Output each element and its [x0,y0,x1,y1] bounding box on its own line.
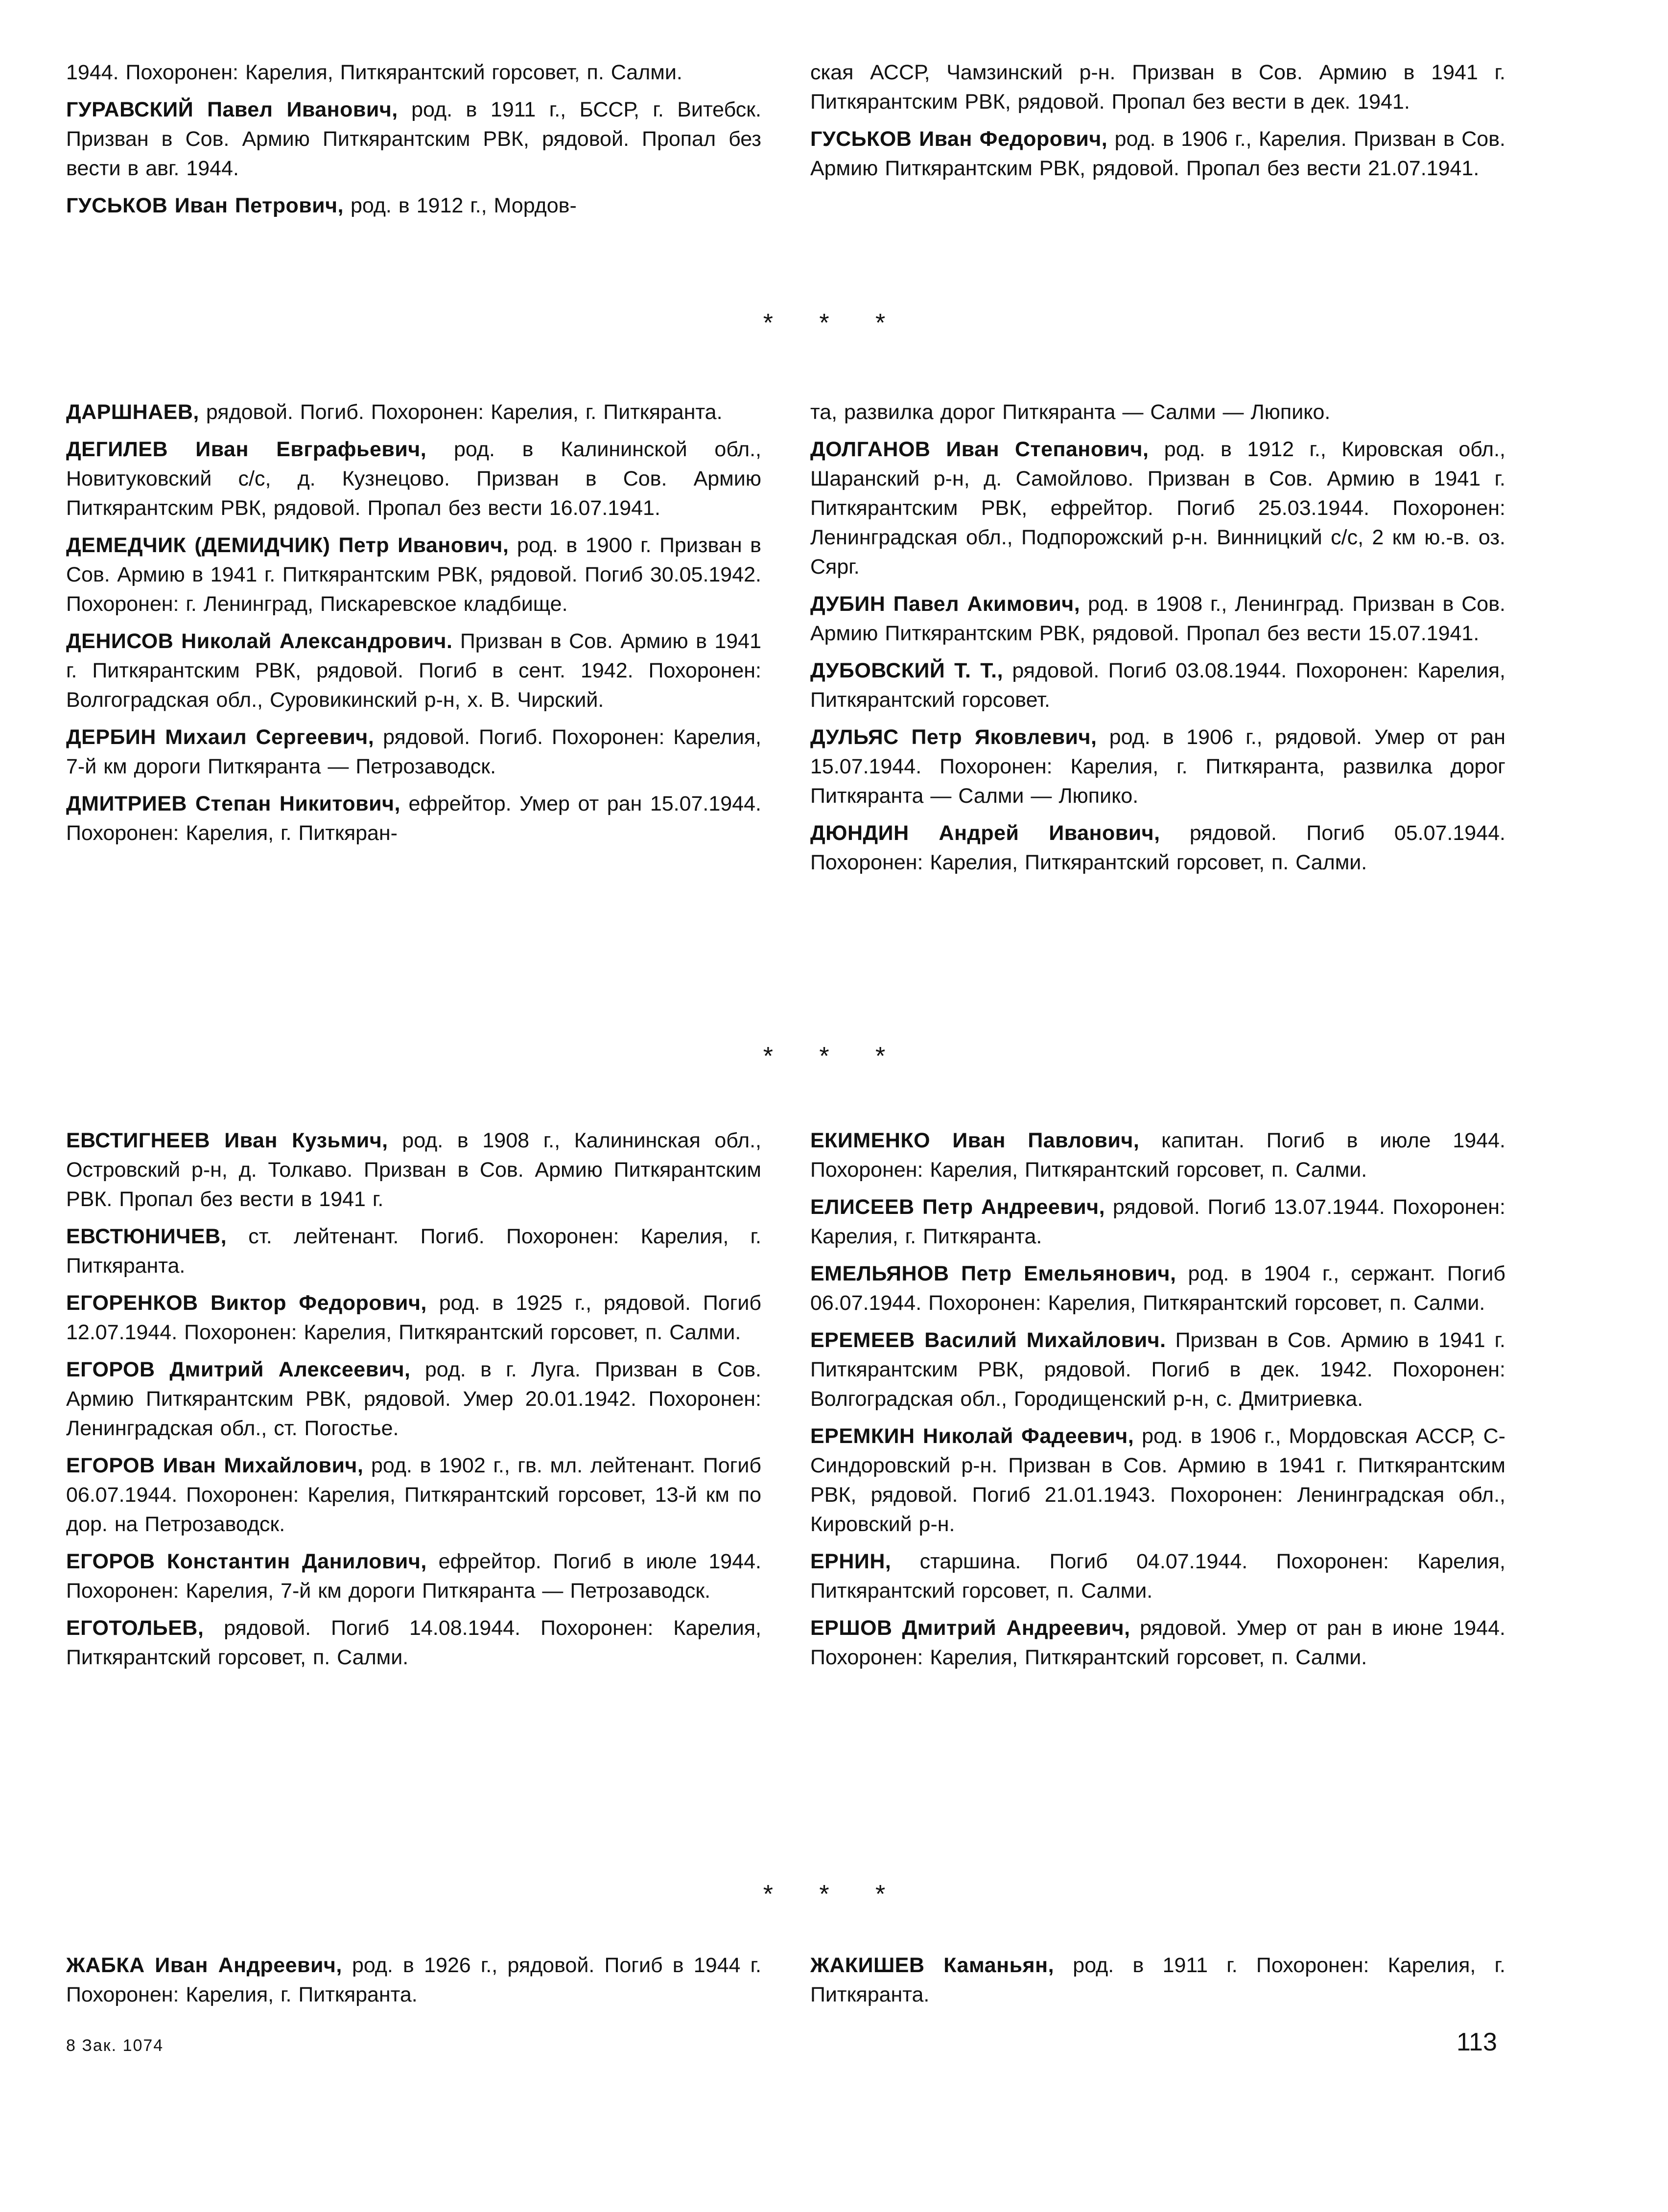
entry-name: ЕМЕЛЬЯНОВ Петр Емельянович, [810,1262,1176,1285]
entry [66,789,761,848]
entry-text: рядовой. Погиб 03.08.1944. Похоронен: Карелия, Питкярантский горсовет. [810,659,1505,712]
entry-name: ДЕНИСОВ Николай Александрович. [66,629,453,653]
print-order-mark: 8 Зак. 1074 [66,2036,164,2055]
entry-name: ДУБОВСКИЙ Т. Т., [810,659,1004,682]
entry-text: род. в 1911 г. Похоронен: Карелия, г. Питкяранта. [810,1954,1505,2006]
column-right [810,58,1505,191]
entry-text: род. в 1925 г., рядовой. Погиб 12.07.1944. Похоронен: Карелия, Питкярантский горсовет, п. Салми. [66,1291,761,1344]
entry-name: ЕРНИН, [810,1550,892,1573]
entry: ская АССР, Чамзинский р-н. Призван в Сов. Армию в 1941 г. Питкярантским РВК, рядовой. Пропал без вести в дек. 1941. [810,61,1505,114]
entry [66,435,761,523]
entry: та, развилка дорог Питкяранта — Салми — Люпико. [810,400,1331,424]
entry [810,1326,1505,1414]
column-right [810,1126,1505,1680]
entry [810,124,1505,183]
entry-text: рядовой. Погиб 05.07.1944. Похоронен: Карелия, Питкярантский горсовет, п. Салми. [810,821,1505,874]
entry [810,1547,1505,1606]
entry [66,1451,761,1539]
entry-text: старшина. Погиб 04.07.1944. Похоронен: Карелия, Питкярантский горсовет, п. Салми. [810,1550,1505,1603]
entry-text: рядовой. Погиб. Похоронен: Карелия, 7-й км дороги Питкяранта — Петрозаводск. [66,725,761,778]
column-left [66,58,761,228]
entry [66,1222,761,1281]
entry-text: род. в Калининской обл., Новитуковский с/с, д. Кузнецово. Призван в Сов. Армию Питкярантским РВК, рядовой. Пропал без вести 16.07.1941. [66,438,761,520]
column-left [66,397,761,856]
entry-text: род. в 1912 г., Кировская обл., Шаранский р-н, д. Самойлово. Призван в Сов. Армию в 1941 г. Питкярантским РВК, ефрейтор. Погиб 25.03.1944. Похоронен: Ленинградская обл., Подпорожский р-н. Винницкий с/с, 2 км ю.-в. оз. Сярг. [810,438,1505,579]
section-separator: * * * [763,1042,905,1071]
entry-text: род. в 1902 г., гв. мл. лейтенант. Погиб 06.07.1944. Похоронен: Карелия, Питкярантский горсовет, 13-й км по дор. на Петрозаводск. [66,1454,761,1536]
entry-name: ГУРАВСКИЙ Павел Иванович, [66,98,398,121]
entry [66,191,761,220]
entry-name: ЕКИМЕНКО Иван Павлович, [810,1129,1140,1152]
entry-text: Призван в Сов. Армию в 1941 г. Питкярантским РВК, рядовой. Погиб в сент. 1942. Похоронен: Волгоградская обл., Суровикинский р-н, х. В. Чирский. [66,629,761,712]
entry [66,722,761,781]
entry-name: ГУСЬКОВ Иван Петрович, [66,194,344,217]
entry [66,627,761,715]
entry [66,1288,761,1347]
entry-text: рядовой. Погиб. Похоронен: Карелия, г. Питкяранта. [199,400,723,424]
entry-name: ЖАБКА Иван Андреевич, [66,1954,342,1977]
entry [810,656,1505,715]
entry-name: ЖАКИШЕВ Каманьян, [810,1954,1055,1977]
entry-name: ЕГОРОВ Дмитрий Алексеевич, [66,1358,411,1381]
entry-text: род. в 1926 г., рядовой. Погиб в 1944 г. Похоронен: Карелия, г. Питкяранта. [66,1954,761,2006]
column-right [810,397,1505,885]
entry-text: Призван в Сов. Армию в 1941 г. Питкярантским РВК, рядовой. Погиб в дек. 1942. Похоронен: Волгоградская обл., Городищенский р-н, с. Дмитриевка. [810,1328,1506,1411]
entry-text: рядовой. Погиб 13.07.1944. Похоронен: Карелия, г. Питкяранта. [810,1195,1505,1248]
entry [66,531,761,619]
entry-name: ДЕГИЛЕВ Иван Евграфьевич, [66,438,427,461]
entry-text: капитан. Погиб в июле 1944. Похоронен: Карелия, Питкярантский горсовет, п. Салми. [810,1129,1505,1182]
entry-text: род. в 1906 г., Карелия. Призван в Сов. Армию Питкярантским РВК, рядовой. Пропал без вести 21.07.1941. [810,127,1506,180]
entry: 1944. Похоронен: Карелия, Питкярантский горсовет, п. Салми. [66,61,682,84]
entry-name: ДАРШНАЕВ, [66,400,199,424]
entry-name: ДЕРБИН Михаил Сергеевич, [66,725,375,749]
section-separator: * * * [763,1880,905,1909]
entry-name: ЕРЕМКИН Николай Фадеевич, [810,1424,1134,1448]
entry-name: ГУСЬКОВ Иван Федорович, [810,127,1108,151]
entry-text: род. в 1906 г., Мордовская АССР, С-Синдоровский р-н. Призван в Сов. Армию в 1941 г. Питкярантским РВК, рядовой. Погиб 21.01.1943. Похоронен: Ленинградская обл., Кировский р-н. [810,1424,1505,1536]
entry-name: ЕГОРОВ Константин Данилович, [66,1550,427,1573]
entry [66,1547,761,1606]
entry [810,1421,1505,1539]
entry [810,435,1505,582]
entry-name: ЕЛИСЕЕВ Петр Андреевич, [810,1195,1105,1219]
column-left [66,1126,761,1680]
entry [66,1951,761,2009]
column-right [810,1951,1505,2017]
entry-text: род. в 1908 г., Калининская обл., Островский р-н, д. Толкаво. Призван в Сов. Армию Питкярантским РВК. Пропал без вести в 1941 г. [66,1129,761,1211]
entry-name: ДМИТРИЕВ Степан Никитович, [66,792,400,815]
entry [66,95,761,183]
entry-text: ефрейтор. Умер от ран 15.07.1944. Похоронен: Карелия, г. Питкяран- [66,792,761,845]
section-separator: * * * [763,309,905,337]
entry-name: ДУБИН Павел Акимович, [810,592,1081,616]
entry [66,1613,761,1672]
entry-name: ЕГОРОВ Иван Михайлович, [66,1454,364,1477]
entry-text: род. в 1908 г., Ленинград. Призван в Сов. Армию Питкярантским РВК, рядовой. Пропал без вести 15.07.1941. [810,592,1505,645]
entry-name: ЕВСТИГНЕЕВ Иван Кузьмич, [66,1129,388,1152]
page-number: 113 [1457,2028,1497,2056]
entry-text: рядовой. Умер от ран в июне 1944. Похоронен: Карелия, Питкярантский горсовет, п. Салми. [810,1616,1505,1669]
entry [810,722,1505,811]
entry-text: ст. лейтенант. Погиб. Похоронен: Карелия, г. Питкяранта. [66,1225,761,1278]
entry [810,1613,1505,1672]
entry [810,1259,1505,1318]
entry-name: ДЮНДИН Андрей Иванович, [810,821,1160,845]
entry-name: ДЕМЕДЧИК (ДЕМИДЧИК) Петр Иванович, [66,534,509,557]
entry-name: ЕРШОВ Дмитрий Андреевич, [810,1616,1130,1640]
entry [810,589,1505,648]
entry [810,1126,1505,1185]
entry [66,1126,761,1214]
entry [66,1355,761,1443]
entry [66,397,761,427]
entry-name: ДОЛГАНОВ Иван Степанович, [810,438,1149,461]
entry [810,1951,1505,2009]
entry-text: род. в 1906 г., рядовой. Умер от ран 15.07.1944. Похоронен: Карелия, г. Питкяранта, развилка дорог Питкяранта — Салми — Люпико. [810,725,1505,808]
entry-text: ефрейтор. Погиб в июле 1944. Похоронен: Карелия, 7-й км дороги Питкяранта — Петрозаводск. [66,1550,761,1603]
entry-name: ЕРЕМЕЕВ Василий Михайлович. [810,1328,1166,1352]
entry-name: ДУЛЬЯС Петр Яковлевич, [810,725,1097,749]
column-left [66,1951,761,2017]
entry-name: ЕГОРЕНКОВ Виктор Федорович, [66,1291,427,1315]
entry [810,818,1505,877]
entry [810,1192,1505,1251]
entry-text: род. в 1912 г., Мордов- [344,194,577,217]
entry-text: род. в г. Луга. Призван в Сов. Армию Питкярантским РВК, рядовой. Умер 20.01.1942. Похоронен: Ленинградская обл., ст. Погостье. [66,1358,761,1440]
entry-name: ЕГОТОЛЬЕВ, [66,1616,204,1640]
entry-name: ЕВСТЮНИЧЕВ, [66,1225,227,1248]
entry-text: рядовой. Погиб 14.08.1944. Похоронен: Карелия, Питкярантский горсовет, п. Салми. [66,1616,761,1669]
entry-text: род. в 1911 г., БССР, г. Витебск. Призван в Сов. Армию Питкярантским РВК, рядовой. Пропал без вести в авг. 1944. [66,98,761,180]
entry-text: род. в 1904 г., сержант. Погиб 06.07.1944. Похоронен: Карелия, Питкярантский горсовет, п. Салми. [810,1262,1505,1315]
entry-text: род. в 1900 г. Призван в Сов. Армию в 1941 г. Питкярантским РВК, рядовой. Погиб 30.05.1942. Похоронен: г. Ленинград, Пискаревское кладбище. [66,534,761,616]
